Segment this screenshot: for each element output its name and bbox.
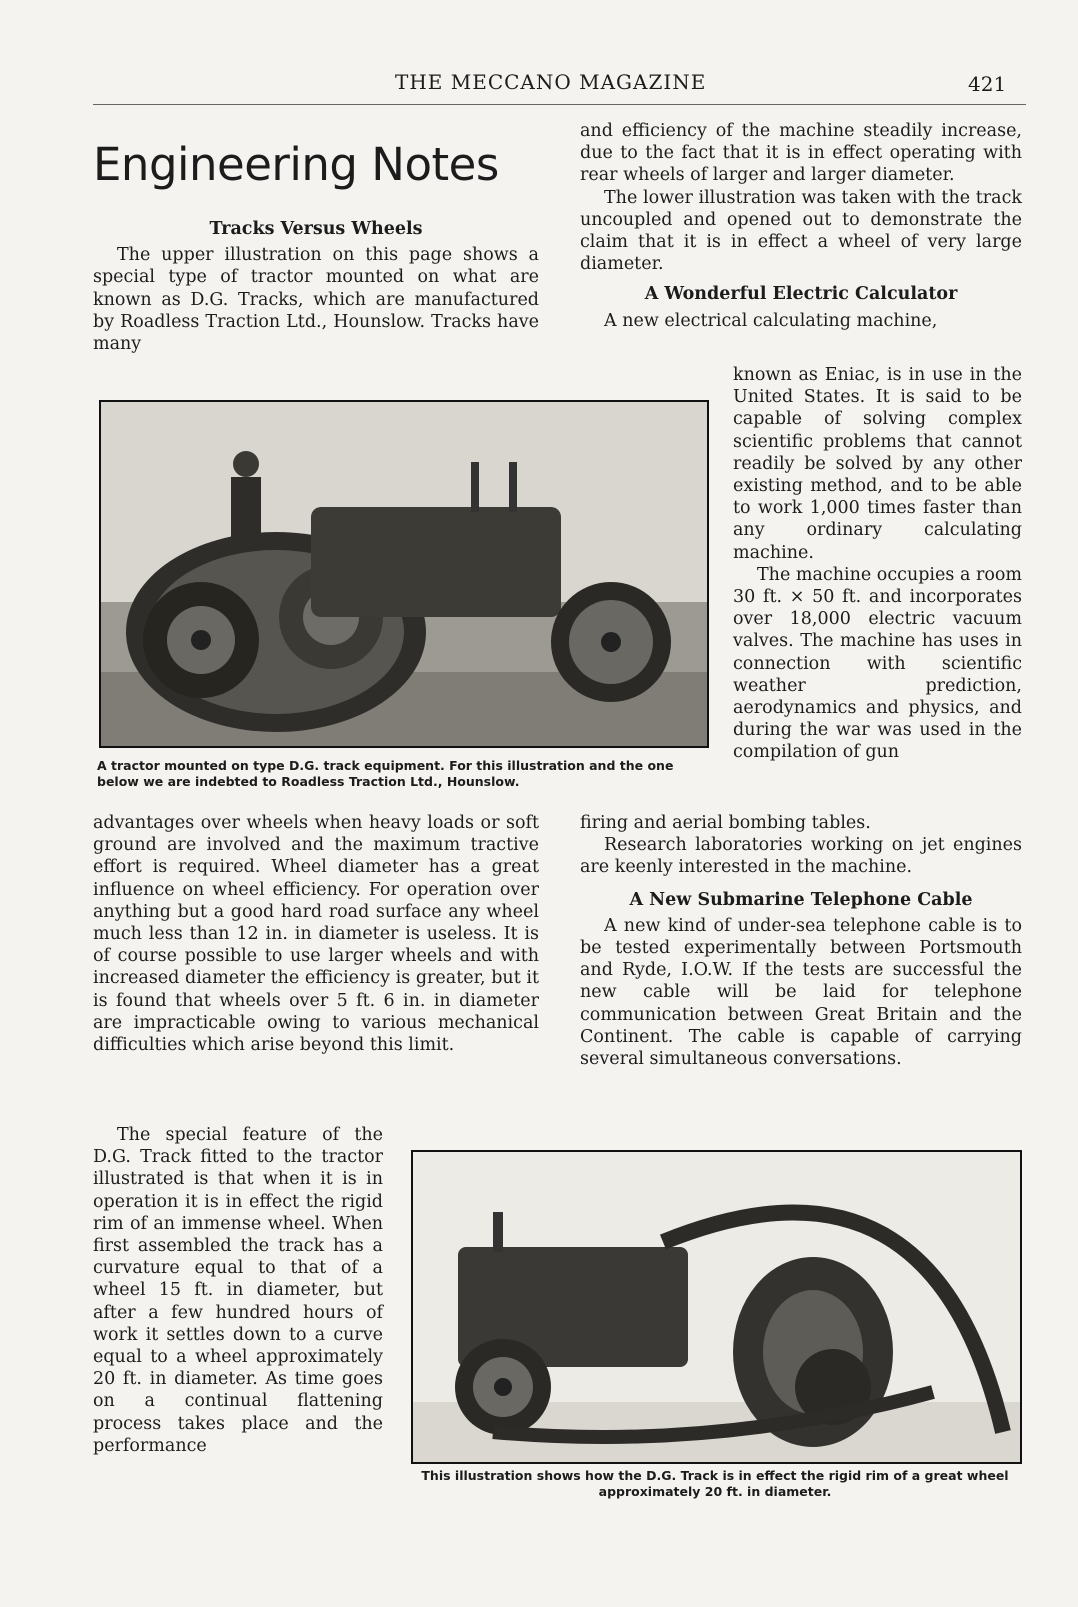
article-title: Engineering Notes [93,138,499,191]
tractor-illustration [101,402,707,746]
right-column-top [580,120,1022,332]
paragraph: Research laboratories working on jet engines are keenly interested in the machine. [580,835,1022,878]
tractor-opened-track-illustration [413,1152,1020,1462]
section-heading-tracks: Tracks Versus Wheels [209,219,423,239]
section-heading-cable: A New Submarine Telephone Cable [629,889,973,910]
paragraph: firing and aerial bombing tables. [580,813,871,833]
paragraph: The special feature of the D.G. Track fitted to the tractor illustrated is that when it is in operation it is in effect the rigid rim of an immense wheel. When first assembled the track has a curvature equal to that of a wheel 15 ft. in diameter, but after a few hundred hours of work it settles down to a curve equal to a wheel approximately 20 ft. in diameter. As time goes on a continual flattening process takes place and the performance [93,1125,383,1456]
left-column-top [93,218,539,355]
section-heading-calculator: A Wonderful Electric Calculator [644,284,958,305]
header-rule [93,104,1026,105]
opened-track-photo [411,1150,1022,1464]
paragraph: advantages over wheels when heavy loads or soft ground are involved and the maximum tractive effort is required. Wheel diameter has a great influence on wheel efficiency. For operation over anything but a good hard road surface any wheel much less than 12 in. in diameter is useless. It is of course possible to use larger wheels and with increased diameter the efficiency is greater, but it is found that wheels over 5 ft. 6 in. in diameter are impracticable owing to various mechanical difficulties which arise beyond this limit. [93,813,539,1056]
right-column-narrow [733,364,1022,764]
paragraph: and efficiency of the machine steadily increase, due to the fact that it is in effect operating with rear wheels of larger and larger diameter. [580,121,1022,186]
right-column-middle [580,812,1022,1070]
paragraph: A new electrical calculating machine, [604,310,938,331]
running-header: THE MECCANO MAGAZINE [395,70,707,94]
upper-photo-caption: A tractor mounted on type D.G. track equipment. For this illustration and the one below we are indebted to Roadless Traction Ltd., Hounslow. [97,758,674,789]
left-column-middle [93,812,539,1056]
left-column-bottom [93,1124,383,1457]
paragraph: known as Eniac, is in use in the United States. It is said to be capable of solving complex scientific problems that cannot readily be solved by any other existing method, and to be able to work 1,000 times faster than any ordinary calculating machine. [733,365,1022,563]
paragraph: The machine occupies a room 30 ft. × 50 ft. and incorporates over 18,000 electric vacuum valves. The machine has uses in connection with scientific weather prediction, aerodynamics and physics, and during the war was used in the compilation of gun [733,564,1022,763]
lower-photo-caption: This illustration shows how the D.G. Track is in effect the rigid rim of a great wheel approximately 20 ft. in diameter. [421,1468,1009,1499]
tractor-on-tracks-photo [99,400,709,748]
page-number: 421 [968,72,1007,96]
paragraph: A new kind of under-sea telephone cable is to be tested experimentally between Portsmouth and Ryde, I.O.W. If the tests are successful the new cable will be laid for telephone communication between Great Britain and the Continent. The cable is capable of carrying several simultaneous conversations. [580,915,1022,1070]
paragraph: The upper illustration on this page shows a special type of tractor mounted on what are known as D.G. Tracks, which are manufactured by Roadless Traction Ltd., Hounslow. Tracks have many [93,245,539,355]
paragraph: The lower illustration was taken with the track uncoupled and opened out to demonstrate the claim that it is in effect a wheel of very large diameter. [580,187,1022,275]
